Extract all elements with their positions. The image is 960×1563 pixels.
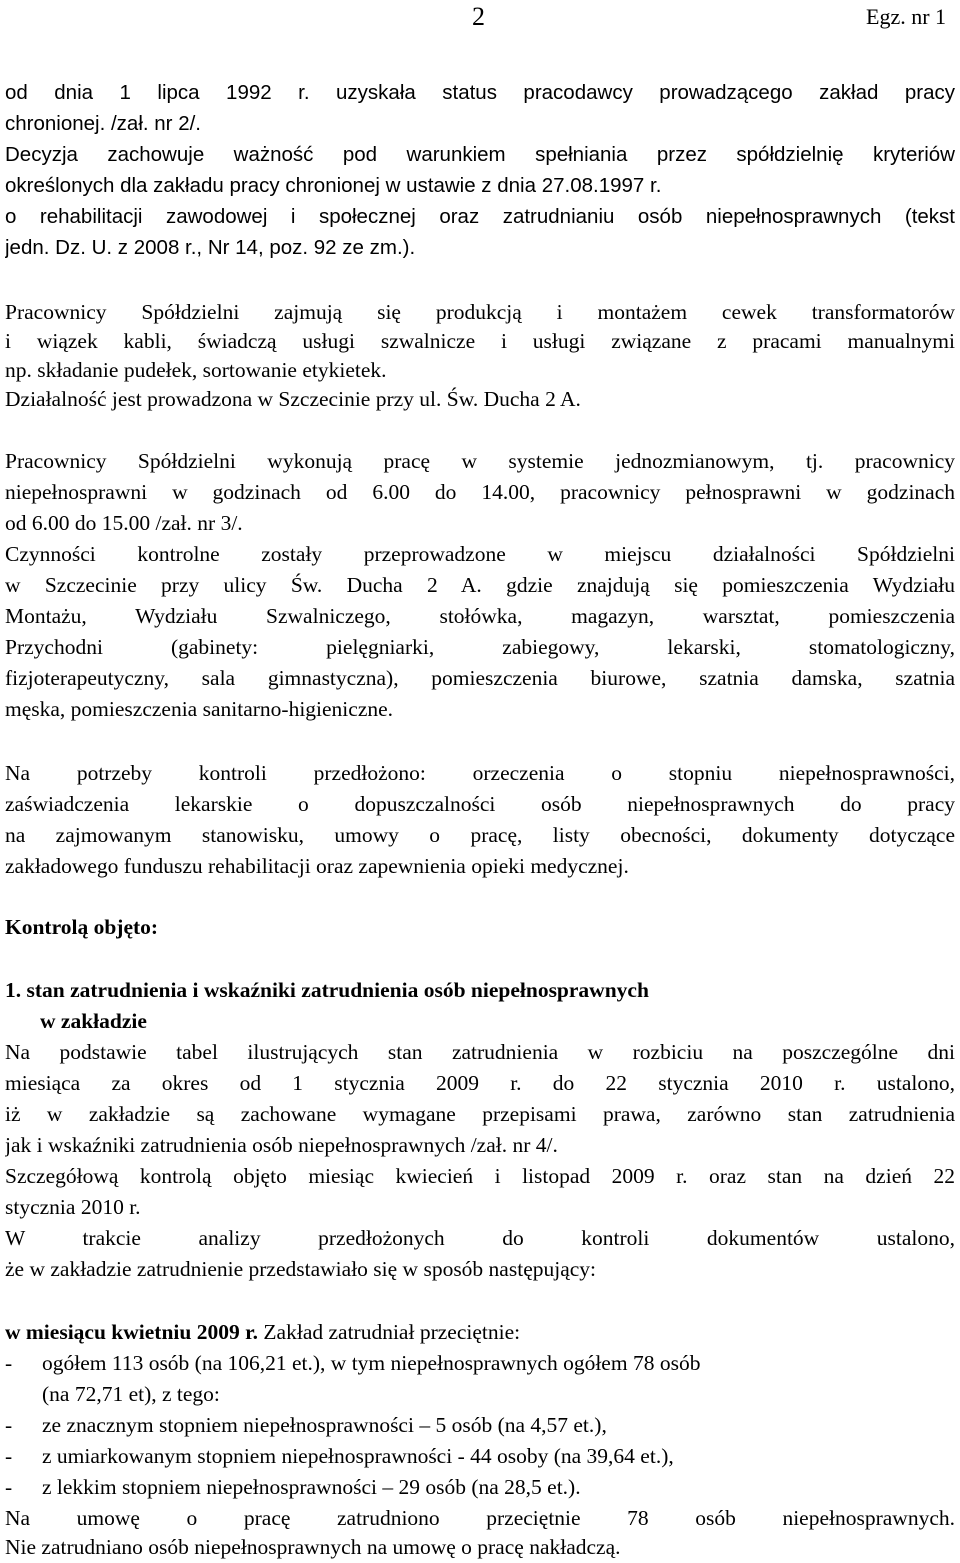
text-line: miesiąca za okres od 1 stycznia 2009 r. do 22 stycznia 2010 r. ustalono, bbox=[5, 1071, 955, 1095]
list-dash: - bbox=[5, 1475, 13, 1499]
text-line: w Szczecinie przy ulicy Św. Ducha 2 A. gdzie znajdują się pomieszczenia Wydziału bbox=[5, 573, 955, 597]
text-line: Nie zatrudniano osób niepełnosprawnych na umowę o pracę nakładczą. bbox=[5, 1535, 621, 1559]
text-line: że w zakładzie zatrudnienie przedstawiało się w sposób następujący: bbox=[5, 1257, 597, 1281]
text-line: Szczegółową kontrolą objęto miesiąc kwiecień i listopad 2009 r. oraz stan na dzień 22 bbox=[5, 1164, 955, 1188]
text-line: Montażu, Wydziału Szwalniczego, stołówka, magazyn, warsztat, pomieszczenia bbox=[5, 604, 955, 628]
section-heading: Kontrolą objęto: bbox=[5, 915, 159, 939]
text-line: jak i wskaźniki zatrudnienia osób niepełnosprawnych /zał. nr 4/. bbox=[5, 1133, 558, 1157]
list-item-continuation: (na 72,71 et), z tego: bbox=[42, 1382, 220, 1406]
text-line: od 6.00 do 15.00 /zał. nr 3/. bbox=[5, 511, 243, 535]
list-item bbox=[5, 1472, 955, 1503]
list-text: ogółem 113 osób (na 106,21 et.), w tym niepełnosprawnych ogółem 78 osób bbox=[42, 1351, 701, 1375]
text-line: Pracownicy Spółdzielni zajmują się produkcją i montażem cewek transformatorów bbox=[5, 300, 955, 324]
list-text: z umiarkowanym stopniem niepełnosprawności - 44 osoby (na 39,64 et.), bbox=[42, 1444, 674, 1468]
list-dash: - bbox=[5, 1413, 13, 1437]
text-line: jedn. Dz. U. z 2008 r., Nr 14, poz. 92 ze zm.). bbox=[5, 236, 416, 259]
text-line: i wiązek kabli, świadczą usługi szwalnicze i usługi związane z pracami manualnymi bbox=[5, 329, 955, 353]
text-line: o rehabilitacji zawodowej i społecznej oraz zatrudnianiu osób niepełnosprawnych (tekst bbox=[5, 205, 955, 228]
month-label: w miesiącu kwietniu 2009 r. bbox=[5, 1320, 259, 1344]
list-text: z lekkim stopniem niepełnosprawności – 29 osób (na 28,5 et.). bbox=[42, 1475, 581, 1499]
text-line bbox=[5, 1317, 955, 1348]
text-line: od dnia 1 lipca 1992 r. uzyskała status pracodawcy prowadzącego zakład pracy bbox=[5, 81, 955, 104]
text-line: Na potrzeby kontroli przedłożono: orzeczenia o stopniu niepełnosprawności, bbox=[5, 761, 955, 785]
text-line: stycznia 2010 r. bbox=[5, 1195, 141, 1219]
text-line: niepełnosprawni w godzinach od 6.00 do 14.00, pracownicy pełnosprawni w godzinach bbox=[5, 480, 955, 504]
text-line: np. składanie pudełek, sortowanie etykietek. bbox=[5, 358, 387, 382]
text-line: zaświadczenia lekarskie o dopuszczalności osób niepełnosprawnych do pracy bbox=[5, 792, 955, 816]
text-line: W trakcie analizy przedłożonych do kontroli dokumentów ustalono, bbox=[5, 1226, 955, 1250]
text-line: określonych dla zakładu pracy chronionej w ustawie z dnia 27.08.1997 r. bbox=[5, 174, 662, 197]
list-item bbox=[5, 1410, 955, 1441]
list-item bbox=[5, 1348, 955, 1379]
page-number: 2 bbox=[472, 2, 485, 31]
list-dash: - bbox=[5, 1351, 13, 1375]
list-text: ze znacznym stopniem niepełnosprawności – 5 osób (na 4,57 et.), bbox=[42, 1413, 607, 1437]
text-line: Przychodni (gabinety: pielęgniarki, zabiegowy, lekarski, stomatologiczny, bbox=[5, 635, 955, 659]
text-line: fizjoterapeutyczny, sala gimnastyczna), pomieszczenia biurowe, szatnia damska, szatnia bbox=[5, 666, 955, 690]
list-item bbox=[5, 1441, 955, 1472]
text-line: Czynności kontrolne zostały przeprowadzone w miejscu działalności Spółdzielni bbox=[5, 542, 955, 566]
text-line: Pracownicy Spółdzielni wykonują pracę w systemie jednozmianowym, tj. pracownicy bbox=[5, 449, 955, 473]
list-dash: - bbox=[5, 1444, 13, 1468]
section-title: w zakładzie bbox=[40, 1009, 147, 1033]
text-line: Na umowę o pracę zatrudniono przeciętnie 78 osób niepełnosprawnych. bbox=[5, 1506, 955, 1530]
copy-label: Egz. nr 1 bbox=[866, 4, 947, 29]
text-line: męska, pomieszczenia sanitarno-higieniczne. bbox=[5, 697, 394, 721]
month-text: Zakład zatrudniał przeciętnie: bbox=[258, 1320, 521, 1344]
text-line: Działalność jest prowadzona w Szczecinie przy ul. Św. Ducha 2 A. bbox=[5, 387, 581, 411]
text-line: Na podstawie tabel ilustrujących stan zatrudnienia w rozbiciu na poszczególne dni bbox=[5, 1040, 955, 1064]
text-line: Decyzja zachowuje ważność pod warunkiem spełniania przez spółdzielnię kryteriów bbox=[5, 143, 955, 166]
text-line: chronionej. /zał. nr 2/. bbox=[5, 112, 201, 135]
text-line: na zajmowanym stanowisku, umowy o pracę, listy obecności, dokumenty dotyczące bbox=[5, 823, 955, 847]
text-line: zakładowego funduszu rehabilitacji oraz zapewnienia opieki medycznej. bbox=[5, 854, 629, 878]
section-title: 1. stan zatrudnienia i wskaźniki zatrudnienia osób niepełnosprawnych bbox=[5, 978, 649, 1002]
text-line: iż w zakładzie są zachowane wymagane przepisami prawa, zarówno stan zatrudnienia bbox=[5, 1102, 955, 1126]
